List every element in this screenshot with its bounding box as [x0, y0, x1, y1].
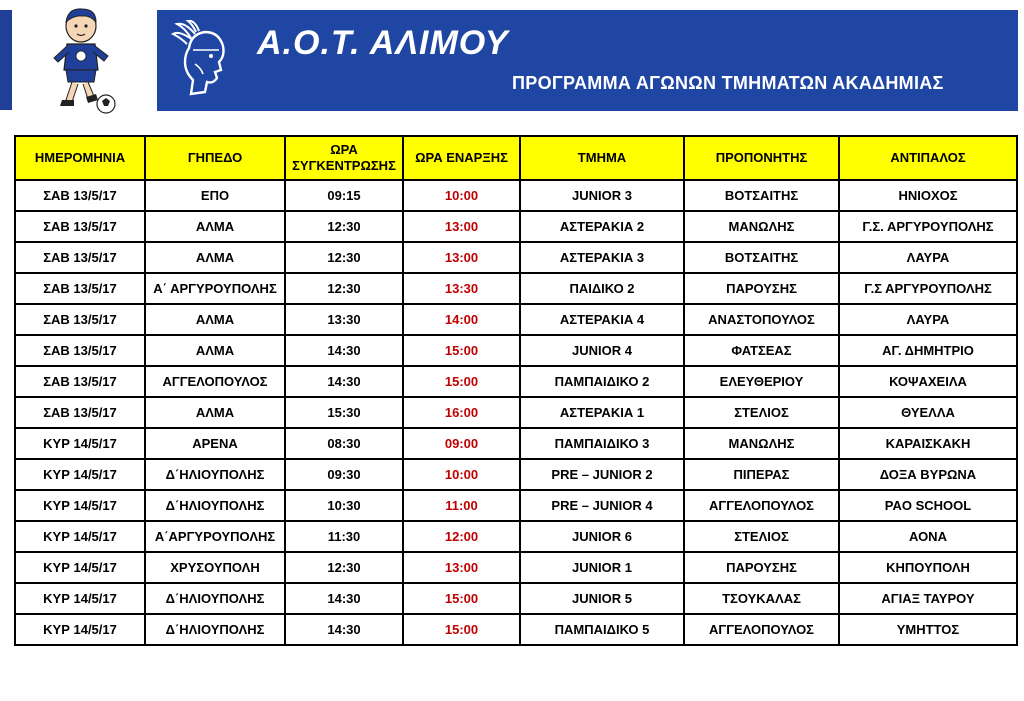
column-header-team: ΤΜΗΜΑ: [520, 136, 684, 180]
coach-cell: ΒΟΤΣΑΙΤΗΣ: [684, 242, 839, 273]
coach-cell: ΜΑΝΩΛΗΣ: [684, 211, 839, 242]
team-cell: JUNIOR 1: [520, 552, 684, 583]
field-cell: ΑΛΜΑ: [145, 242, 285, 273]
start-time-cell: 15:00: [403, 335, 520, 366]
table-row: [15, 552, 1017, 583]
coach-cell: ΠΑΡΟΥΣΗΣ: [684, 552, 839, 583]
start-time-cell: 13:00: [403, 211, 520, 242]
start-time-cell: 10:00: [403, 459, 520, 490]
team-cell: PRE – JUNIOR 4: [520, 490, 684, 521]
meet-time-cell: 15:30: [285, 397, 403, 428]
date-cell: ΚΥΡ 14/5/17: [15, 490, 145, 521]
column-header-meet-time: ΩΡΑ ΣΥΓΚΕΝΤΡΩΣΗΣ: [285, 136, 403, 180]
field-cell: ΑΡΕΝΑ: [145, 428, 285, 459]
meet-time-cell: 14:30: [285, 366, 403, 397]
meet-time-cell: 09:15: [285, 180, 403, 211]
team-cell: JUNIOR 4: [520, 335, 684, 366]
table-row: [15, 583, 1017, 614]
meet-time-cell: 08:30: [285, 428, 403, 459]
column-header-field: ΓΗΠΕΔΟ: [145, 136, 285, 180]
date-cell: ΚΥΡ 14/5/17: [15, 552, 145, 583]
coach-cell: ΣΤΕΛΙΟΣ: [684, 397, 839, 428]
start-time-cell: 10:00: [403, 180, 520, 211]
table-header-row: [15, 136, 1017, 180]
opponent-cell: ΗΝΙΟΧΟΣ: [839, 180, 1017, 211]
coach-cell: ΤΣΟΥΚΑΛΑΣ: [684, 583, 839, 614]
meet-time-cell: 11:30: [285, 521, 403, 552]
date-cell: ΣΑΒ 13/5/17: [15, 180, 145, 211]
date-cell: ΚΥΡ 14/5/17: [15, 459, 145, 490]
meet-time-cell: 12:30: [285, 552, 403, 583]
column-header-date: ΗΜΕΡΟΜΗΝΙΑ: [15, 136, 145, 180]
table-row: [15, 242, 1017, 273]
field-cell: Δ΄ΗΛΙΟΥΠΟΛΗΣ: [145, 459, 285, 490]
start-time-cell: 14:00: [403, 304, 520, 335]
start-time-cell: 15:00: [403, 583, 520, 614]
team-cell: ΑΣΤΕΡΑΚΙΑ 2: [520, 211, 684, 242]
start-time-cell: 11:00: [403, 490, 520, 521]
opponent-cell: ΘΥΕΛΛΑ: [839, 397, 1017, 428]
coach-cell: ΑΓΓΕΛΟΠΟΥΛΟΣ: [684, 490, 839, 521]
field-cell: Δ΄ΗΛΙΟΥΠΟΛΗΣ: [145, 490, 285, 521]
team-cell: ΑΣΤΕΡΑΚΙΑ 1: [520, 397, 684, 428]
date-cell: ΣΑΒ 13/5/17: [15, 366, 145, 397]
opponent-cell: ΔΟΞΑ ΒΥΡΩΝΑ: [839, 459, 1017, 490]
coach-cell: ΠΑΡΟΥΣΗΣ: [684, 273, 839, 304]
field-cell: Α΄ ΑΡΓΥΡΟΥΠΟΛΗΣ: [145, 273, 285, 304]
date-cell: ΚΥΡ 14/5/17: [15, 428, 145, 459]
coach-cell: ΑΝΑΣΤΟΠΟΥΛΟΣ: [684, 304, 839, 335]
table-row: [15, 273, 1017, 304]
opponent-cell: ΥΜΗΤΤΟΣ: [839, 614, 1017, 645]
table-row: [15, 397, 1017, 428]
schedule-subtitle: ΠΡΟΓΡΑΜΜΑ ΑΓΩΝΩΝ ΤΜΗΜΑΤΩΝ ΑΚΑΔΗΜΙΑΣ: [512, 73, 944, 93]
coach-cell: ΦΑΤΣΕΑΣ: [684, 335, 839, 366]
opponent-cell: ΛΑΥΡΑ: [839, 242, 1017, 273]
left-accent-strip: [0, 10, 12, 110]
hermes-head-logo-icon: [169, 20, 239, 102]
team-cell: ΑΣΤΕΡΑΚΙΑ 4: [520, 304, 684, 335]
start-time-cell: 15:00: [403, 614, 520, 645]
table-row: [15, 459, 1017, 490]
coach-cell: ΑΓΓΕΛΟΠΟΥΛΟΣ: [684, 614, 839, 645]
start-time-cell: 13:30: [403, 273, 520, 304]
opponent-cell: ΚΑΡΑΙΣΚΑΚΗ: [839, 428, 1017, 459]
football-kid-mascot-icon: [36, 4, 126, 114]
field-cell: ΑΛΜΑ: [145, 397, 285, 428]
coach-cell: ΣΤΕΛΙΟΣ: [684, 521, 839, 552]
date-cell: ΚΥΡ 14/5/17: [15, 583, 145, 614]
date-cell: ΚΥΡ 14/5/17: [15, 614, 145, 645]
meet-time-cell: 12:30: [285, 242, 403, 273]
club-title: Α.Ο.Τ. ΑΛΙΜΟΥ: [257, 24, 509, 62]
table-row: [15, 521, 1017, 552]
date-cell: ΣΑΒ 13/5/17: [15, 304, 145, 335]
date-cell: ΣΑΒ 13/5/17: [15, 335, 145, 366]
table-row: [15, 335, 1017, 366]
opponent-cell: ΚΟΨΑΧΕΙΛΑ: [839, 366, 1017, 397]
field-cell: Δ΄ΗΛΙΟΥΠΟΛΗΣ: [145, 583, 285, 614]
opponent-cell: ΑΓΙΑΞ ΤΑΥΡΟΥ: [839, 583, 1017, 614]
start-time-cell: 13:00: [403, 242, 520, 273]
field-cell: Α΄ΑΡΓΥΡΟΥΠΟΛΗΣ: [145, 521, 285, 552]
team-cell: ΠΑΜΠΑΙΔΙΚΟ 2: [520, 366, 684, 397]
meet-time-cell: 10:30: [285, 490, 403, 521]
team-cell: JUNIOR 5: [520, 583, 684, 614]
table-row: [15, 366, 1017, 397]
meet-time-cell: 14:30: [285, 335, 403, 366]
match-schedule-table: [14, 135, 1018, 646]
table-row: [15, 428, 1017, 459]
table-row: [15, 211, 1017, 242]
opponent-cell: ΑΟΝΑ: [839, 521, 1017, 552]
coach-cell: ΕΛΕΥΘΕΡΙΟΥ: [684, 366, 839, 397]
team-cell: ΠΑΜΠΑΙΔΙΚΟ 3: [520, 428, 684, 459]
opponent-cell: ΛΑΥΡΑ: [839, 304, 1017, 335]
column-header-coach: ΠΡΟΠΟΝΗΤΗΣ: [684, 136, 839, 180]
date-cell: ΣΑΒ 13/5/17: [15, 211, 145, 242]
opponent-cell: ΚΗΠΟΥΠΟΛΗ: [839, 552, 1017, 583]
field-cell: ΑΛΜΑ: [145, 304, 285, 335]
team-cell: PRE – JUNIOR 2: [520, 459, 684, 490]
coach-cell: ΒΟΤΣΑΙΤΗΣ: [684, 180, 839, 211]
meet-time-cell: 09:30: [285, 459, 403, 490]
table-row: [15, 614, 1017, 645]
date-cell: ΣΑΒ 13/5/17: [15, 242, 145, 273]
opponent-cell: ΑΓ. ΔΗΜΗΤΡΙΟ: [839, 335, 1017, 366]
meet-time-cell: 12:30: [285, 273, 403, 304]
start-time-cell: 12:00: [403, 521, 520, 552]
field-cell: Δ΄ΗΛΙΟΥΠΟΛΗΣ: [145, 614, 285, 645]
team-cell: ΠΑΙΔΙΚΟ 2: [520, 273, 684, 304]
team-cell: JUNIOR 3: [520, 180, 684, 211]
header-banner: [157, 10, 1018, 111]
start-time-cell: 13:00: [403, 552, 520, 583]
date-cell: ΣΑΒ 13/5/17: [15, 273, 145, 304]
coach-cell: ΠΙΠΕΡΑΣ: [684, 459, 839, 490]
opponent-cell: Γ.Σ. ΑΡΓΥΡΟΥΠΟΛΗΣ: [839, 211, 1017, 242]
opponent-cell: Γ.Σ ΑΡΓΥΡΟΥΠΟΛΗΣ: [839, 273, 1017, 304]
table-row: [15, 490, 1017, 521]
start-time-cell: 16:00: [403, 397, 520, 428]
coach-cell: ΜΑΝΩΛΗΣ: [684, 428, 839, 459]
table-row: [15, 304, 1017, 335]
meet-time-cell: 14:30: [285, 614, 403, 645]
team-cell: ΑΣΤΕΡΑΚΙΑ 3: [520, 242, 684, 273]
field-cell: ΕΠΟ: [145, 180, 285, 211]
meet-time-cell: 12:30: [285, 211, 403, 242]
column-header-start-time: ΩΡΑ ΕΝΑΡΞΗΣ: [403, 136, 520, 180]
field-cell: ΑΛΜΑ: [145, 211, 285, 242]
table-row: [15, 180, 1017, 211]
start-time-cell: 15:00: [403, 366, 520, 397]
team-cell: ΠΑΜΠΑΙΔΙΚΟ 5: [520, 614, 684, 645]
field-cell: ΑΓΓΕΛΟΠΟΥΛΟΣ: [145, 366, 285, 397]
column-header-opponent: ΑΝΤΙΠΑΛΟΣ: [839, 136, 1017, 180]
field-cell: ΧΡΥΣΟΥΠΟΛΗ: [145, 552, 285, 583]
start-time-cell: 09:00: [403, 428, 520, 459]
meet-time-cell: 14:30: [285, 583, 403, 614]
meet-time-cell: 13:30: [285, 304, 403, 335]
date-cell: ΚΥΡ 14/5/17: [15, 521, 145, 552]
team-cell: JUNIOR 6: [520, 521, 684, 552]
date-cell: ΣΑΒ 13/5/17: [15, 397, 145, 428]
opponent-cell: PAO SCHOOL: [839, 490, 1017, 521]
field-cell: ΑΛΜΑ: [145, 335, 285, 366]
